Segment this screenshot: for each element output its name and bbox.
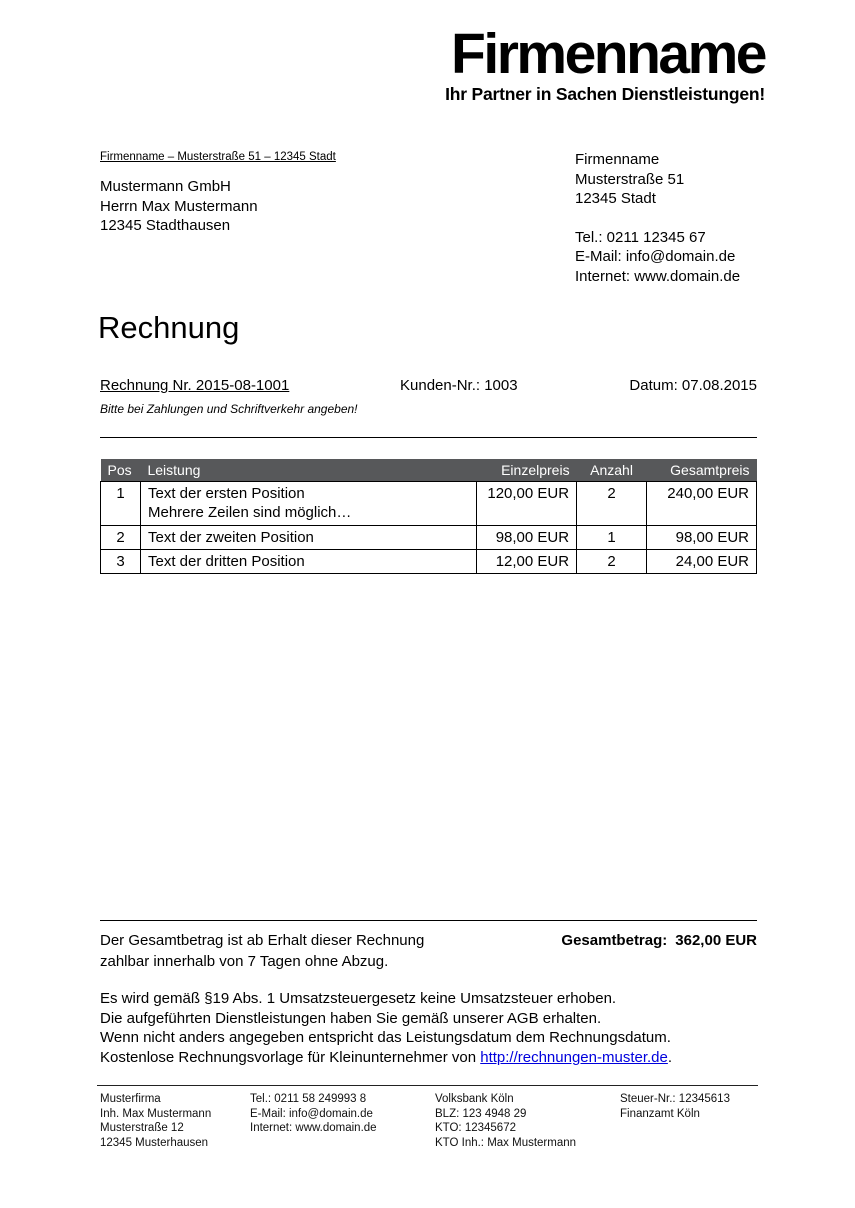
company-website: Internet: www.domain.de [575, 267, 741, 285]
footer-line: KTO: 12345672 [435, 1122, 516, 1134]
table-row [101, 526, 757, 550]
item-unit-price: 12,00 EUR [477, 550, 577, 574]
invoice-date: Datum: 07.08.2015 [629, 377, 757, 394]
table-header-row [101, 459, 757, 482]
footer-line: 12345 Musterhausen [100, 1136, 209, 1149]
footer-line: BLZ: 123 4948 29 [435, 1107, 527, 1120]
footer-line: Volksbank Köln [435, 1093, 514, 1105]
grand-total [561, 932, 757, 949]
company-address-line: Firmenname [575, 151, 660, 168]
table-row [101, 550, 757, 574]
footer-tax-column [620, 1092, 730, 1121]
item-total: 240,00 EUR [647, 482, 757, 526]
template-source-link[interactable]: http://rechnungen-muster.de [480, 1048, 668, 1066]
recipient-address [100, 177, 258, 236]
invoice-number: Rechnung Nr. 2015-08-1001 [100, 377, 290, 394]
template-credit-text: Kostenlose Rechnungsvorlage für Kleinunternehmer von [100, 1048, 481, 1066]
footer-line: Internet: www.domain.de [250, 1122, 377, 1134]
column-header-anzahl: Anzahl [577, 459, 647, 482]
company-contact-block [575, 150, 740, 286]
item-quantity: 1 [577, 526, 647, 550]
payment-terms-line: zahlbar innerhalb von 7 Tagen ohne Abzug. [100, 952, 389, 970]
footer-line: E-Mail: info@domain.de [250, 1107, 373, 1120]
footer-line: Musterstraße 12 [100, 1122, 184, 1134]
footer-line: Musterfirma [100, 1093, 161, 1105]
item-pos: 2 [101, 526, 141, 550]
grand-total-value: 362,00 EUR [675, 932, 757, 949]
column-header-einzelpreis: Einzelpreis [477, 459, 577, 482]
item-description [140, 550, 476, 574]
legal-note-line: Es wird gemäß §19 Abs. 1 Umsatzsteuergesetz keine Umsatzsteuer erhoben. [100, 990, 617, 1007]
item-total: 98,00 EUR [647, 526, 757, 550]
template-credit-suffix: . [667, 1048, 673, 1066]
grand-total-label: Gesamtbetrag: [561, 932, 668, 949]
recipient-line: Mustermann GmbH [100, 178, 231, 195]
footer-divider [97, 1085, 758, 1086]
footer-line: Inh. Max Mustermann [100, 1107, 212, 1120]
item-description-line: Text der ersten Position [147, 485, 305, 502]
document-title: Rechnung [98, 310, 240, 345]
legal-note-line: Die aufgeführten Dienstleistungen haben Sie gemäß unserer AGB erhalten. [100, 1009, 602, 1027]
footer-line: Steuer-Nr.: 12345613 [620, 1093, 730, 1105]
item-description-line: Text der dritten Position [147, 553, 305, 570]
recipient-line: 12345 Stadthausen [100, 217, 231, 234]
footer-bank-column [435, 1092, 576, 1150]
footer-line: Finanzamt Köln [620, 1107, 700, 1120]
item-description-line: Text der zweiten Position [147, 529, 314, 546]
payment-terms-line: Der Gesamtbetrag ist ab Erhalt dieser Rechnung [100, 932, 425, 949]
line-items-table [100, 459, 757, 574]
legal-notes [100, 989, 672, 1067]
item-description [140, 526, 476, 550]
footer-contact-column [250, 1092, 377, 1136]
company-logo: Firmenname [451, 22, 765, 86]
footer-line: Tel.: 0211 58 249993 8 [250, 1093, 367, 1105]
company-email: E-Mail: info@domain.de [575, 248, 736, 265]
item-unit-price: 120,00 EUR [477, 482, 577, 526]
item-description [140, 482, 476, 526]
column-header-leistung: Leistung [140, 459, 476, 482]
company-address-line: 12345 Stadt [575, 190, 656, 207]
company-phone: Tel.: 0211 12345 67 [575, 228, 706, 246]
company-tagline: Ihr Partner in Sachen Dienstleistungen! [445, 84, 765, 104]
item-total: 24,00 EUR [647, 550, 757, 574]
column-header-gesamtpreis: Gesamtpreis [647, 459, 757, 482]
recipient-line: Herrn Max Mustermann [100, 197, 258, 215]
footer-company-column [100, 1092, 211, 1150]
column-header-pos: Pos [101, 459, 141, 482]
item-quantity: 2 [577, 550, 647, 574]
footer-line: KTO Inh.: Max Mustermann [435, 1136, 577, 1149]
legal-note-line [100, 1048, 672, 1068]
item-pos: 3 [101, 550, 141, 574]
sender-return-address: Firmenname – Musterstraße 51 – 12345 Stadt [100, 151, 336, 163]
company-address-line: Musterstraße 51 [575, 170, 685, 188]
divider [100, 437, 757, 438]
customer-number: Kunden-Nr.: 1003 [400, 377, 518, 394]
item-unit-price: 98,00 EUR [477, 526, 577, 550]
legal-note-line: Wenn nicht anders angegeben entspricht das Leistungsdatum dem Rechnungsdatum. [100, 1029, 671, 1046]
item-quantity: 2 [577, 482, 647, 526]
item-description-line: Mehrere Zeilen sind möglich… [147, 504, 352, 521]
divider [100, 920, 757, 921]
spacer [575, 209, 740, 228]
table-row [101, 482, 757, 526]
item-pos: 1 [101, 482, 141, 526]
payment-terms [100, 931, 424, 972]
logo-block [445, 22, 765, 105]
payment-reference-note: Bitte bei Zahlungen und Schriftverkehr angeben! [100, 402, 358, 416]
